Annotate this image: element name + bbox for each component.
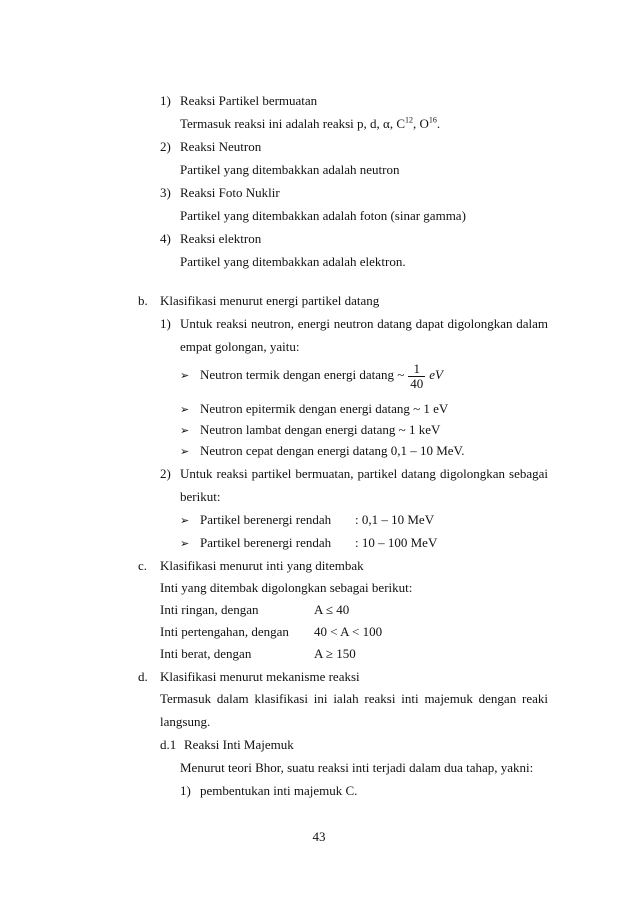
section-letter: c. — [138, 558, 148, 573]
subsection-d1-step-1 — [180, 783, 358, 799]
bullet-text: Neutron cepat dengan energi datang 0,1 – 10 MeV. — [200, 443, 465, 458]
inti-label: Inti ringan, dengan — [160, 602, 259, 617]
item-number: 2) — [160, 139, 171, 154]
inti-value: A ≥ 150 — [314, 646, 356, 661]
section-b-item-1-line-1: Untuk reaksi neutron, energi neutron datang dapat digolongkan dalam — [180, 316, 548, 331]
section-letter: d. — [138, 669, 148, 684]
bullet-neutron-termik — [180, 360, 443, 390]
list-item-reaksi-4 — [160, 231, 262, 247]
item-title: Reaksi Partikel bermuatan — [180, 93, 318, 108]
fraction-numerator: 1 — [408, 362, 425, 377]
bullet-value: : 10 – 100 MeV — [355, 535, 438, 550]
list-item-reaksi-3 — [160, 185, 280, 201]
bullet-arrow-icon: ➢ — [180, 425, 190, 437]
item-description: Partikel yang ditembakkan adalah neutron — [180, 162, 400, 177]
bullet-arrow-icon: ➢ — [180, 515, 190, 527]
section-letter: b. — [138, 293, 148, 308]
desc-text: . — [436, 116, 441, 131]
subsection-title: Reaksi Inti Majemuk — [184, 737, 294, 752]
superscript: 16 — [428, 115, 437, 125]
step-number: 1) — [180, 783, 191, 798]
item-title: Reaksi Neutron — [180, 139, 262, 154]
bullet-neutron-epitermik — [180, 401, 448, 418]
section-d-paragraph-line-1: Termasuk dalam klasifikasi ini ialah reaksi inti majemuk dengan reaki — [160, 691, 548, 706]
item-number: 1) — [160, 93, 171, 108]
desc-text: , O — [413, 116, 429, 131]
fraction — [408, 362, 425, 391]
bullet-neutron-lambat — [180, 422, 440, 439]
inti-value: A ≤ 40 — [314, 602, 350, 617]
bullet-label: Partikel berenergi rendah — [200, 512, 332, 527]
bullet-charged-1 — [180, 512, 331, 529]
bullet-text: Neutron epitermik dengan energi datang ~ 1 eV — [200, 401, 449, 416]
section-b-item-2-line-2: berikut: — [180, 489, 221, 504]
fraction-denominator: 40 — [410, 375, 424, 391]
section-d-paragraph-line-2: langsung. — [160, 714, 211, 729]
bullet-text: Neutron lambat dengan energi datang ~ 1 keV — [200, 422, 441, 437]
item-number: 3) — [160, 185, 171, 200]
unit-ev: eV — [429, 367, 443, 382]
list-item-reaksi-1 — [160, 93, 318, 109]
section-d-heading — [138, 669, 360, 685]
bullet-arrow-icon: ➢ — [180, 404, 190, 416]
section-title: Klasifikasi menurut energi partikel datang — [160, 293, 380, 308]
list-item-reaksi-2 — [160, 139, 262, 155]
inti-label: Inti pertengahan, dengan — [160, 624, 289, 639]
bullet-neutron-cepat — [180, 443, 465, 460]
inti-value: 40 < A < 100 — [314, 624, 383, 639]
section-title: Klasifikasi menurut mekanisme reaksi — [160, 669, 360, 684]
inti-label: Inti berat, dengan — [160, 646, 252, 661]
page-number: 43 — [312, 829, 326, 844]
bullet-arrow-icon: ➢ — [180, 538, 190, 550]
item-title: Reaksi Foto Nuklir — [180, 185, 280, 200]
item-number: 4) — [160, 231, 171, 246]
section-c-intro: Inti yang ditembak digolongkan sebagai berikut: — [160, 580, 413, 595]
subsection-d1-text: Menurut teori Bhor, suatu reaksi inti terjadi dalam dua tahap, yakni: — [180, 760, 534, 775]
bullet-label: Partikel berenergi rendah — [200, 535, 332, 550]
section-b-item-2-line-1: Untuk reaksi partikel bermuatan, partikel datang digolongkan sebagai — [180, 466, 548, 481]
section-c-heading — [138, 558, 364, 574]
section-b-item-1-line-2: empat golongan, yaitu: — [180, 339, 300, 354]
bullet-value: : 0,1 – 10 MeV — [355, 512, 435, 527]
bullet-charged-2 — [180, 535, 331, 552]
desc-text: Termasuk reaksi ini adalah reaksi p, d, α, C — [180, 116, 406, 131]
item-title: Reaksi elektron — [180, 231, 262, 246]
section-b-heading — [138, 293, 380, 309]
item-description: Partikel yang ditembakkan adalah elektron. — [180, 254, 406, 269]
section-b-item-1-number: 1) — [160, 316, 171, 331]
item-description: Partikel yang ditembakkan adalah foton (sinar gamma) — [180, 208, 466, 223]
step-text: pembentukan inti majemuk C. — [200, 783, 358, 798]
superscript: 12 — [405, 115, 414, 125]
subsection-number: d.1 — [160, 737, 177, 752]
bullet-arrow-icon: ➢ — [180, 370, 190, 382]
item-description — [180, 116, 440, 132]
subsection-d1-heading — [160, 737, 294, 753]
section-title: Klasifikasi menurut inti yang ditembak — [160, 558, 364, 573]
section-b-item-2-number: 2) — [160, 466, 171, 481]
bullet-text: Neutron termik dengan energi datang ~ — [200, 367, 405, 382]
bullet-arrow-icon: ➢ — [180, 446, 190, 458]
